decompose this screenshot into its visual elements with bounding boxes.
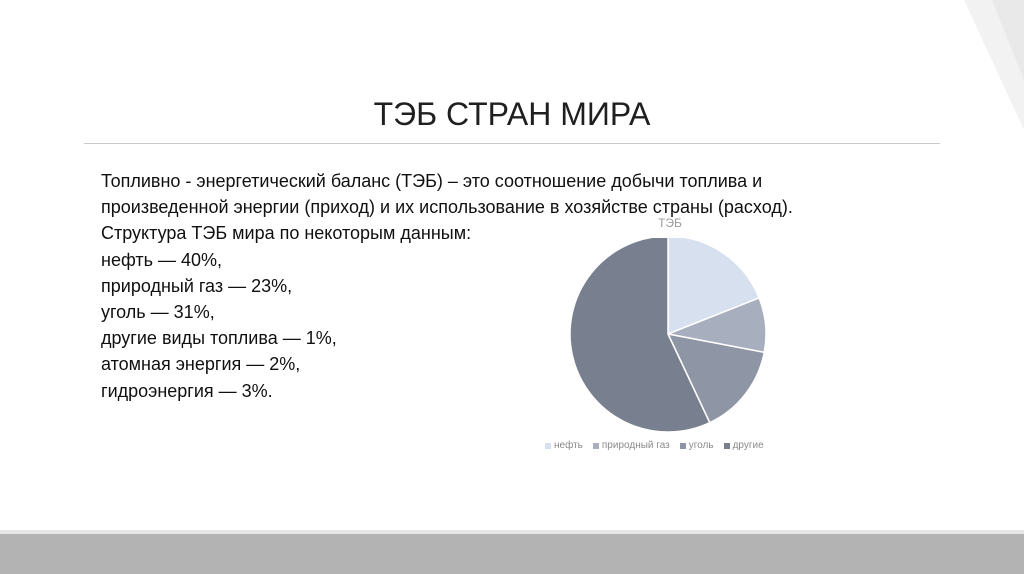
legend-label: нефть [554,440,583,451]
legend-item [724,440,764,451]
title-divider [84,143,940,144]
body-line: другие виды топлива — 1%, [101,328,337,349]
legend-item [593,440,670,451]
chart-legend [545,440,805,451]
body-line: произведенной энергии (приход) и их использование в хозяйстве страны (расход). [101,197,793,218]
body-line: атомная энергия — 2%, [101,354,301,375]
legend-item [545,440,583,451]
legend-swatch [680,443,686,449]
legend-swatch [593,443,599,449]
body-line: Топливно - энергетический баланс (ТЭБ) – это соотношение добычи топлива и [101,171,763,191]
legend-swatch [724,443,730,449]
chart-title: ТЭБ [658,216,682,230]
page-title: ТЭБ СТРАН МИРА [373,96,651,132]
body-line: нефть — 40%, [101,249,223,270]
footer-bar [0,534,1024,574]
legend-label: другие [732,440,764,451]
body-line: гидроэнергия — 3%. [101,380,273,401]
legend-item [680,440,714,451]
body-text [101,168,901,404]
body-line: природный газ — 23%, [101,275,293,296]
legend-label: уголь [688,440,714,451]
body-line: уголь — 31%, [101,302,215,323]
body-line: Структура ТЭБ мира по некоторым данным: [101,223,472,244]
pie-chart [560,238,780,438]
legend-swatch [545,443,551,449]
legend-label: природный газ [601,440,670,451]
